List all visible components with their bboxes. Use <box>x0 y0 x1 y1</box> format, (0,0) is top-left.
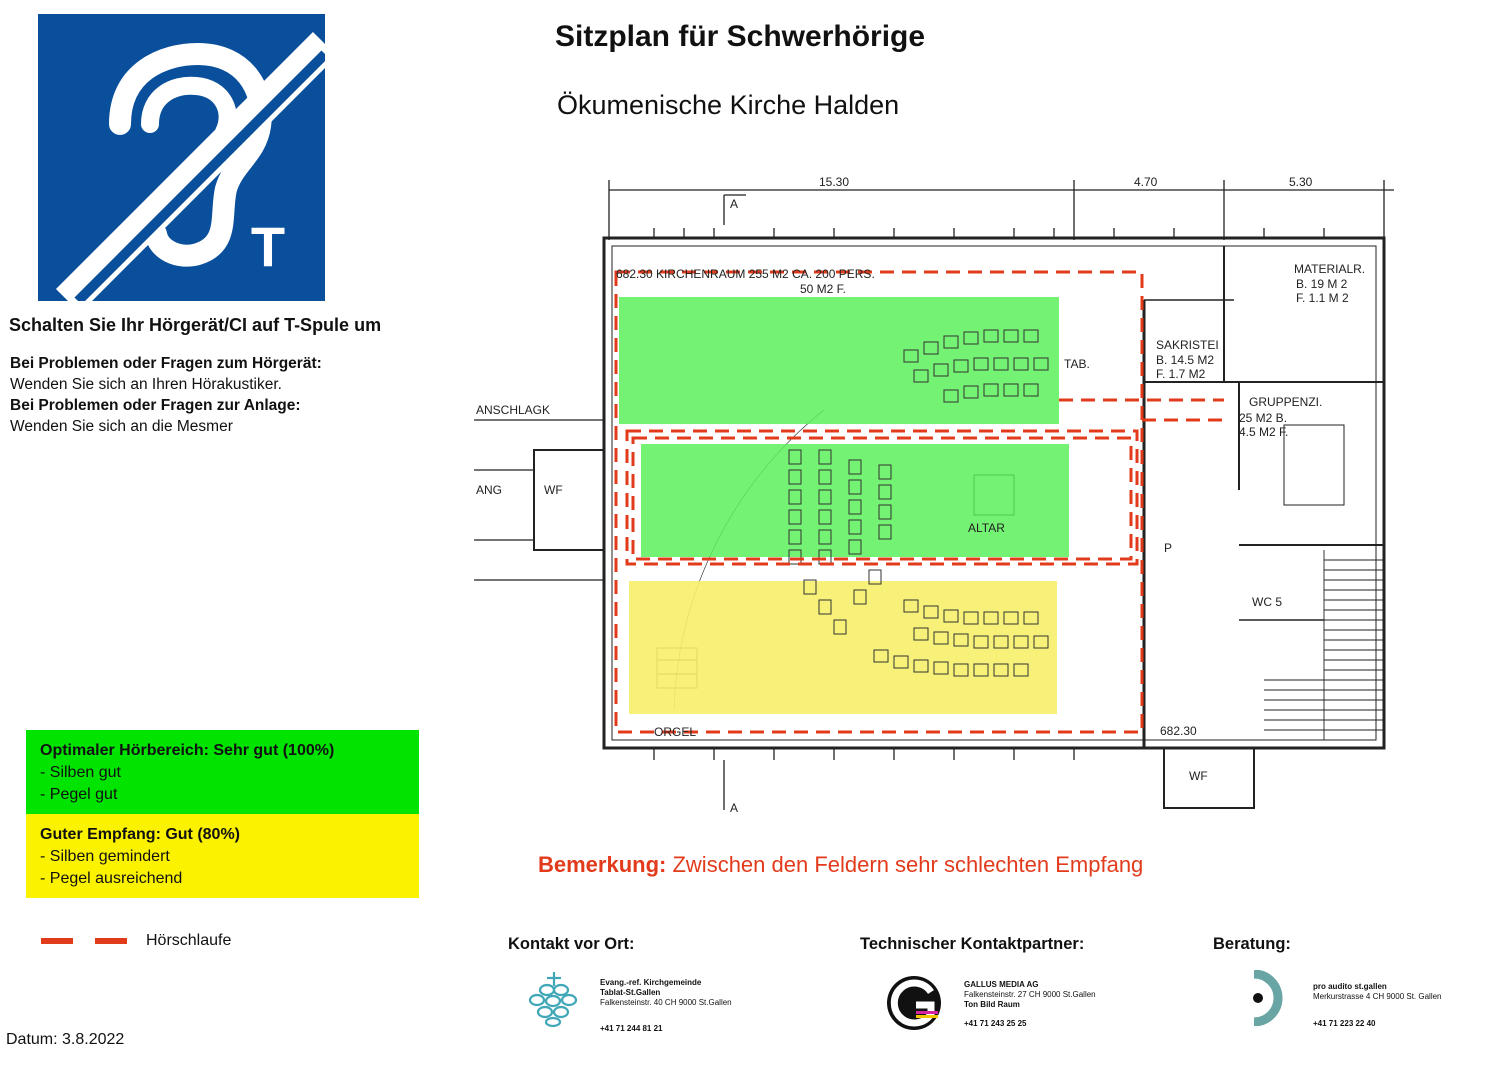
legend-good-title: Guter Empfang: Gut (80%) <box>40 826 241 843</box>
legend-optimal-line1: - Silben gut <box>40 764 121 781</box>
contact-local-address: Falkensteinstr. 40 CH 9000 St.Gallen <box>600 998 732 1007</box>
church-grapes-logo-icon <box>525 970 583 1028</box>
gruppenzi-b: 25 M2 B. <box>1239 411 1288 425</box>
contact-advice-name1: pro audito st.gallen <box>1313 982 1387 991</box>
wc-label: WC 5 <box>1252 595 1282 609</box>
church-room-area: 50 M2 F. <box>800 282 847 296</box>
wf-left-label: WF <box>544 483 563 497</box>
remark-heading: Bemerkung: <box>538 852 667 877</box>
contact-tech-name1: GALLUS MEDIA AG <box>964 980 1039 989</box>
contact-tech-details <box>964 980 1096 1010</box>
gruppenzi-name: GRUPPENZI. <box>1249 395 1323 409</box>
contact-tech-address: Falkensteinstr. 27 CH 9000 St.Gallen <box>964 990 1096 999</box>
gallus-media-logo-icon <box>886 975 942 1031</box>
contact-tech-heading: Technischer Kontaktpartner: <box>860 935 1085 953</box>
gang-label: ANG <box>476 483 503 497</box>
contact-advice-address: Merkurstrasse 4 CH 9000 St. Gallen <box>1313 992 1442 1001</box>
floor-plan <box>474 150 1404 825</box>
page-title: Sitzplan für Schwerhörige <box>555 20 926 53</box>
church-room-label: 682.30 KIRCHENRAUM 255 M2 CA. 200 PERS. <box>616 267 875 281</box>
gruppenzi-f: 4.5 M2 F. <box>1239 425 1289 439</box>
material-room-b: B. 19 M 2 <box>1296 277 1348 291</box>
support-info <box>10 353 322 437</box>
contact-advice-details <box>1313 982 1442 1002</box>
question-system: Bei Problemen oder Fragen zur Anlage: <box>10 397 301 414</box>
t-coil-instruction: Schalten Sie Ihr Hörgerät/CI auf T-Spule um <box>9 315 382 335</box>
legend-optimal-title: Optimaler Hörbereich: Sehr gut (100%) <box>40 742 335 759</box>
legend-optimal-line2: - Pegel gut <box>40 786 118 803</box>
loop-legend-swatch <box>41 937 127 945</box>
contact-local-name2: Tablat-St.Gallen <box>600 988 661 997</box>
section-marker-bottom: A <box>730 801 739 815</box>
answer-hearing-aid: Wenden Sie sich an Ihren Hörakustiker. <box>10 376 282 393</box>
contact-tech-phone: +41 71 243 25 25 <box>964 1019 1027 1028</box>
t-coil-letter: T <box>250 215 286 278</box>
answer-system: Wenden Sie sich an die Mesmer <box>10 418 233 435</box>
remark-text: Zwischen den Feldern sehr schlechten Empfang <box>672 852 1144 877</box>
zone-optimal-front <box>619 297 1059 424</box>
tab-label: TAB. <box>1064 357 1090 371</box>
level-label: 682.30 <box>1160 724 1197 738</box>
p-label: P <box>1164 541 1173 555</box>
legend-good-line2: - Pegel ausreichend <box>40 870 183 887</box>
anschlag-label: ANSCHLAGK <box>476 403 551 417</box>
contact-local-heading: Kontakt vor Ort: <box>508 935 635 953</box>
sakristei-name: SAKRISTEI <box>1156 338 1219 352</box>
pro-audito-logo-icon <box>1246 970 1284 1026</box>
material-room-f: F. 1.1 M 2 <box>1296 291 1349 305</box>
question-hearing-aid: Bei Problemen oder Fragen zum Hörgerät: <box>10 355 322 372</box>
legend-good <box>26 814 419 898</box>
section-marker-top: A <box>730 197 739 211</box>
sakristei-f: F. 1.7 M2 <box>1156 367 1206 381</box>
contact-local-phone: +41 71 244 81 21 <box>600 1024 663 1033</box>
contact-advice-heading: Beratung: <box>1213 935 1291 953</box>
date-stamp: Datum: 3.8.2022 <box>6 1031 125 1048</box>
material-room-name: MATERIALR. <box>1294 262 1366 276</box>
zone-good-rear <box>629 581 1057 714</box>
dim-3: 5.30 <box>1289 175 1313 189</box>
contact-local-name1: Evang.-ref. Kirchgemeinde <box>600 978 702 987</box>
altar-label: ALTAR <box>968 521 1005 535</box>
contact-advice-phone: +41 71 223 22 40 <box>1313 1019 1376 1028</box>
contact-tech-name2: Ton Bild Raum <box>964 1000 1020 1009</box>
legend-optimal <box>26 730 419 814</box>
contact-local-details <box>600 978 732 1008</box>
dim-2: 4.70 <box>1134 175 1158 189</box>
sakristei-b: B. 14.5 M2 <box>1156 353 1215 367</box>
hearing-loop-t-icon <box>38 14 325 301</box>
page-subtitle: Ökumenische Kirche Halden <box>557 90 900 120</box>
legend-good-line1: - Silben gemindert <box>40 848 170 865</box>
orgel-label: ORGEL <box>654 725 697 739</box>
loop-legend-label: Hörschlaufe <box>146 932 232 949</box>
remark <box>538 852 1143 878</box>
wf-right-label: WF <box>1189 769 1208 783</box>
dim-1: 15.30 <box>819 175 850 189</box>
